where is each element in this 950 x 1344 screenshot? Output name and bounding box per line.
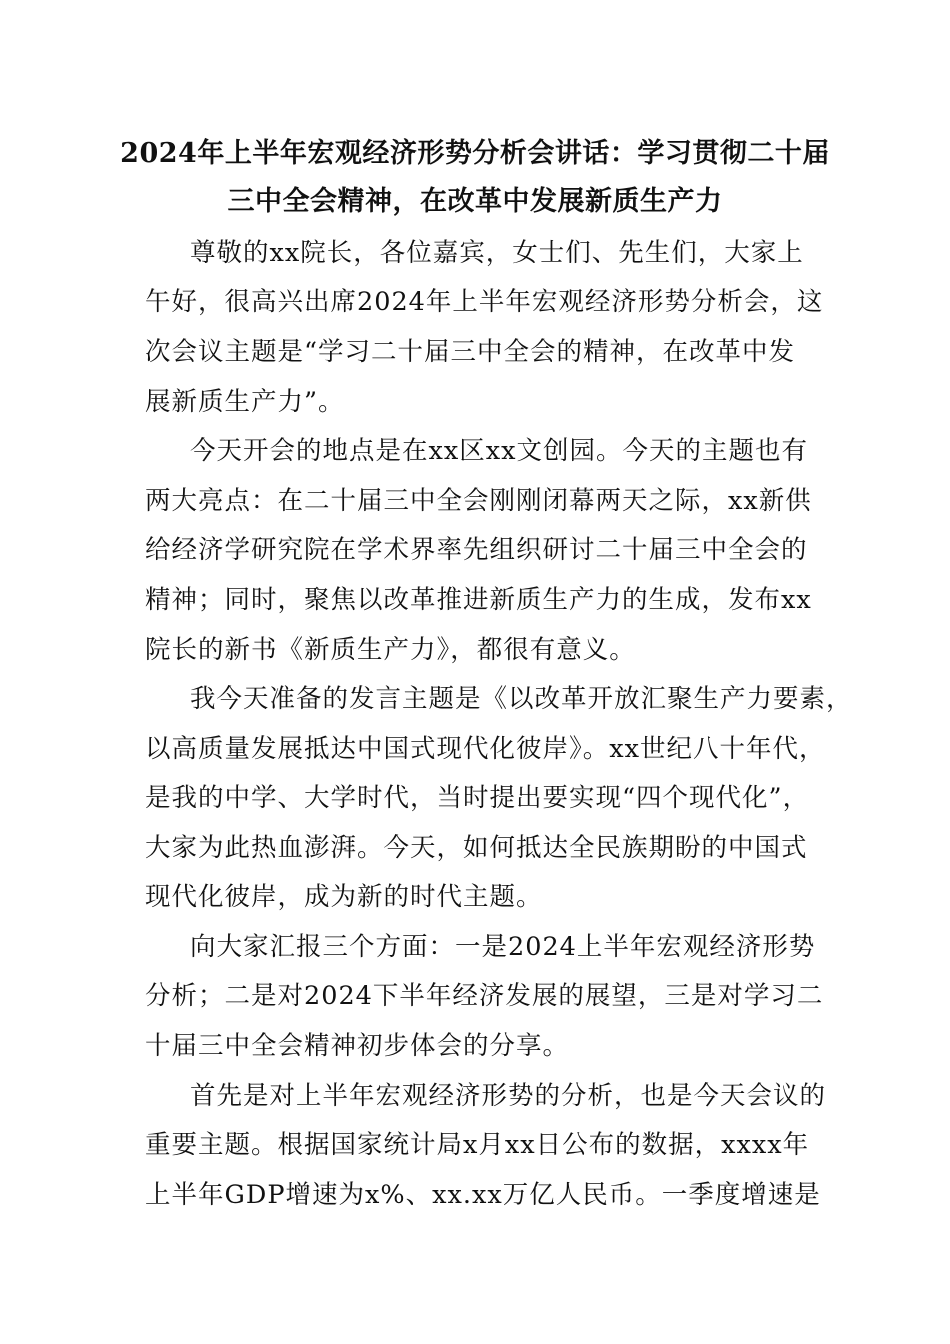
paragraph-3-line-5: 现代化彼岸，成为新的时代主题。 <box>145 882 543 912</box>
paragraph-4-line-2: 分析；二是对2024下半年经济发展的展望，三是对学习二 <box>145 981 824 1011</box>
paragraph-3-line-1: 我今天准备的发言主题是《以改革开放汇聚生产力要素， <box>190 684 853 714</box>
paragraph-2-line-1: 今天开会的地点是在xx区xx文创园。今天的主题也有 <box>190 436 809 466</box>
paragraph-3-line-4: 大家为此热血澎湃。今天，如何抵达全民族期盼的中国式 <box>145 833 808 863</box>
paragraph-1-line-2: 午好，很高兴出席2024年上半年宏观经济形势分析会，这 <box>145 287 824 317</box>
paragraph-5-line-2: 重要主题。根据国家统计局x月xx日公布的数据，xxxx年 <box>145 1130 810 1160</box>
paragraph-4-line-3: 十届三中全会精神初步体会的分享。 <box>145 1031 570 1061</box>
document-title-line-2: 三中全会精神，在改革中发展新质生产力 <box>227 186 723 217</box>
paragraph-1-line-4: 展新质生产力”。 <box>145 387 345 417</box>
document-title-line-1: 2024年上半年宏观经济形势分析会讲话：学习贯彻二十届 <box>120 138 830 169</box>
paragraph-3-line-3: 是我的中学、大学时代，当时提出要实现“四个现代化”， <box>145 783 810 813</box>
paragraph-2-line-2: 两大亮点：在二十届三中全会刚刚闭幕两天之际，xx新供 <box>145 486 812 516</box>
paragraph-5-line-3: 上半年GDP增速为x%、xx.xx万亿人民币。一季度增速是 <box>145 1180 821 1210</box>
paragraph-1-line-1: 尊敬的xx院长，各位嘉宾，女士们、先生们，大家上 <box>190 238 804 268</box>
paragraph-2-line-3: 给经济学研究院在学术界率先组织研讨二十届三中全会的 <box>145 535 808 565</box>
paragraph-2-line-5: 院长的新书《新质生产力》，都很有意义。 <box>145 635 636 665</box>
paragraph-5-line-1: 首先是对上半年宏观经济形势的分析，也是今天会议的 <box>190 1081 827 1111</box>
paragraph-3-line-2: 以高质量发展抵达中国式现代化彼岸》。xx世纪八十年代， <box>145 734 826 764</box>
paragraph-1-line-3: 次会议主题是“学习二十届三中全会的精神，在改革中发 <box>145 337 796 367</box>
paragraph-4-line-1: 向大家汇报三个方面：一是2024上半年宏观经济形势 <box>190 932 816 962</box>
paragraph-2-line-4: 精神；同时，聚焦以改革推进新质生产力的生成，发布xx <box>145 585 812 615</box>
